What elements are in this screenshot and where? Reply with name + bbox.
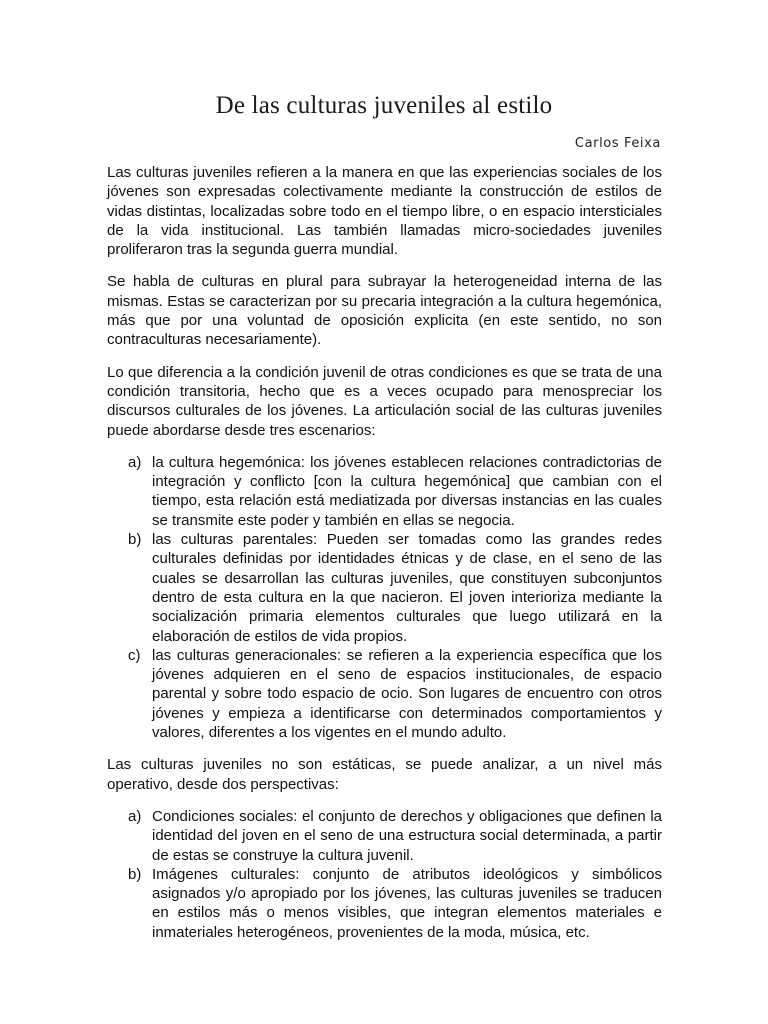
list-item-text: las culturas generacionales: se refieren a la experiencia específica que los jóvenes adquieren en el seno de espacios institucionales, de espacio parental y sobre todo espacio de ocio. Son lugares de encuentro con otros jóvenes y empieza a identificarse con determinados comportamientos y valores, diferentes a los vigentes en el mundo adulto.: [152, 646, 662, 742]
document-title: De las culturas juveniles al estilo: [215, 92, 553, 119]
list-marker: a): [128, 807, 142, 825]
list-item-text: la cultura hegemónica: los jóvenes establecen relaciones contradictorias de integración y conflicto [con la cultura hegemónica] que cambian con el tiempo, esta relación está mediatizada por diversas instancias en las cuales se transmite este poder y también en ellas se negocia.: [152, 453, 662, 529]
paragraph: Las culturas juveniles no son estáticas, se puede analizar, a un nivel más operativo, desde dos perspectivas:: [107, 756, 662, 793]
scenarios-list: [107, 453, 662, 742]
paragraph: Las culturas juveniles refieren a la manera en que las experiencias sociales de los jóvenes son expresadas colectivamente mediante la construcción de estilos de vidas distintas, localizadas sobre todo en el tiempo libre, o en espacio intersticiales de la vida institucional. Las también llamadas micro-sociedades juveniles proliferaron tras la segunda guerra mundial.: [107, 164, 662, 259]
perspectives-list: [107, 807, 662, 942]
list-item: [107, 453, 662, 530]
list-item: [107, 865, 662, 942]
paragraph: Se habla de culturas en plural para subrayar la heterogeneidad interna de las mismas. Estas se caracterizan por su precaria integración a la cultura hegemónica, más que por una voluntad de oposición explicita (en este sentido, no son contraculturas necesariamente).: [107, 273, 662, 349]
list-marker: a): [128, 453, 142, 471]
document-body: [107, 163, 662, 955]
list-marker: b): [128, 531, 142, 549]
list-item: [107, 646, 662, 742]
list-marker: c): [128, 646, 141, 664]
list-item-text: las culturas parentales: Pueden ser tomadas como las grandes redes culturales definidas por identidades étnicas y de clase, en el seno de las cuales se desarrollan las culturas juveniles, que constituyen subconjuntos dentro de esta cultura en la que nacieron. El joven interioriza mediante la socialización primaria elementos culturales que luego utilizará en la elaboración de estilos de vida propios.: [152, 531, 662, 645]
list-item-text: Condiciones sociales: el conjunto de derechos y obligaciones que definen la identidad del joven en el seno de una estructura social determinada, a partir de estas se construye la cultura juvenil.: [152, 807, 662, 864]
list-marker: b): [128, 865, 142, 883]
paragraph: Lo que diferencia a la condición juvenil de otras condiciones es que se trata de una condición transitoria, hecho que es a veces ocupado para menospreciar los discursos culturales de los jóvenes. La articulación social de las culturas juveniles puede abordarse desde tres escenarios:: [107, 363, 662, 439]
author-name: Carlos Feixa: [574, 136, 661, 151]
list-item-text: Imágenes culturales: conjunto de atributos ideológicos y simbólicos asignados y/o apropiado por los jóvenes, las culturas juveniles se traducen en estilos más o menos visibles, que integran elementos materiales e inmateriales heterogéneos, provenientes de la moda, música, etc.: [152, 865, 662, 941]
list-item: [107, 530, 662, 646]
list-item: [107, 807, 662, 865]
